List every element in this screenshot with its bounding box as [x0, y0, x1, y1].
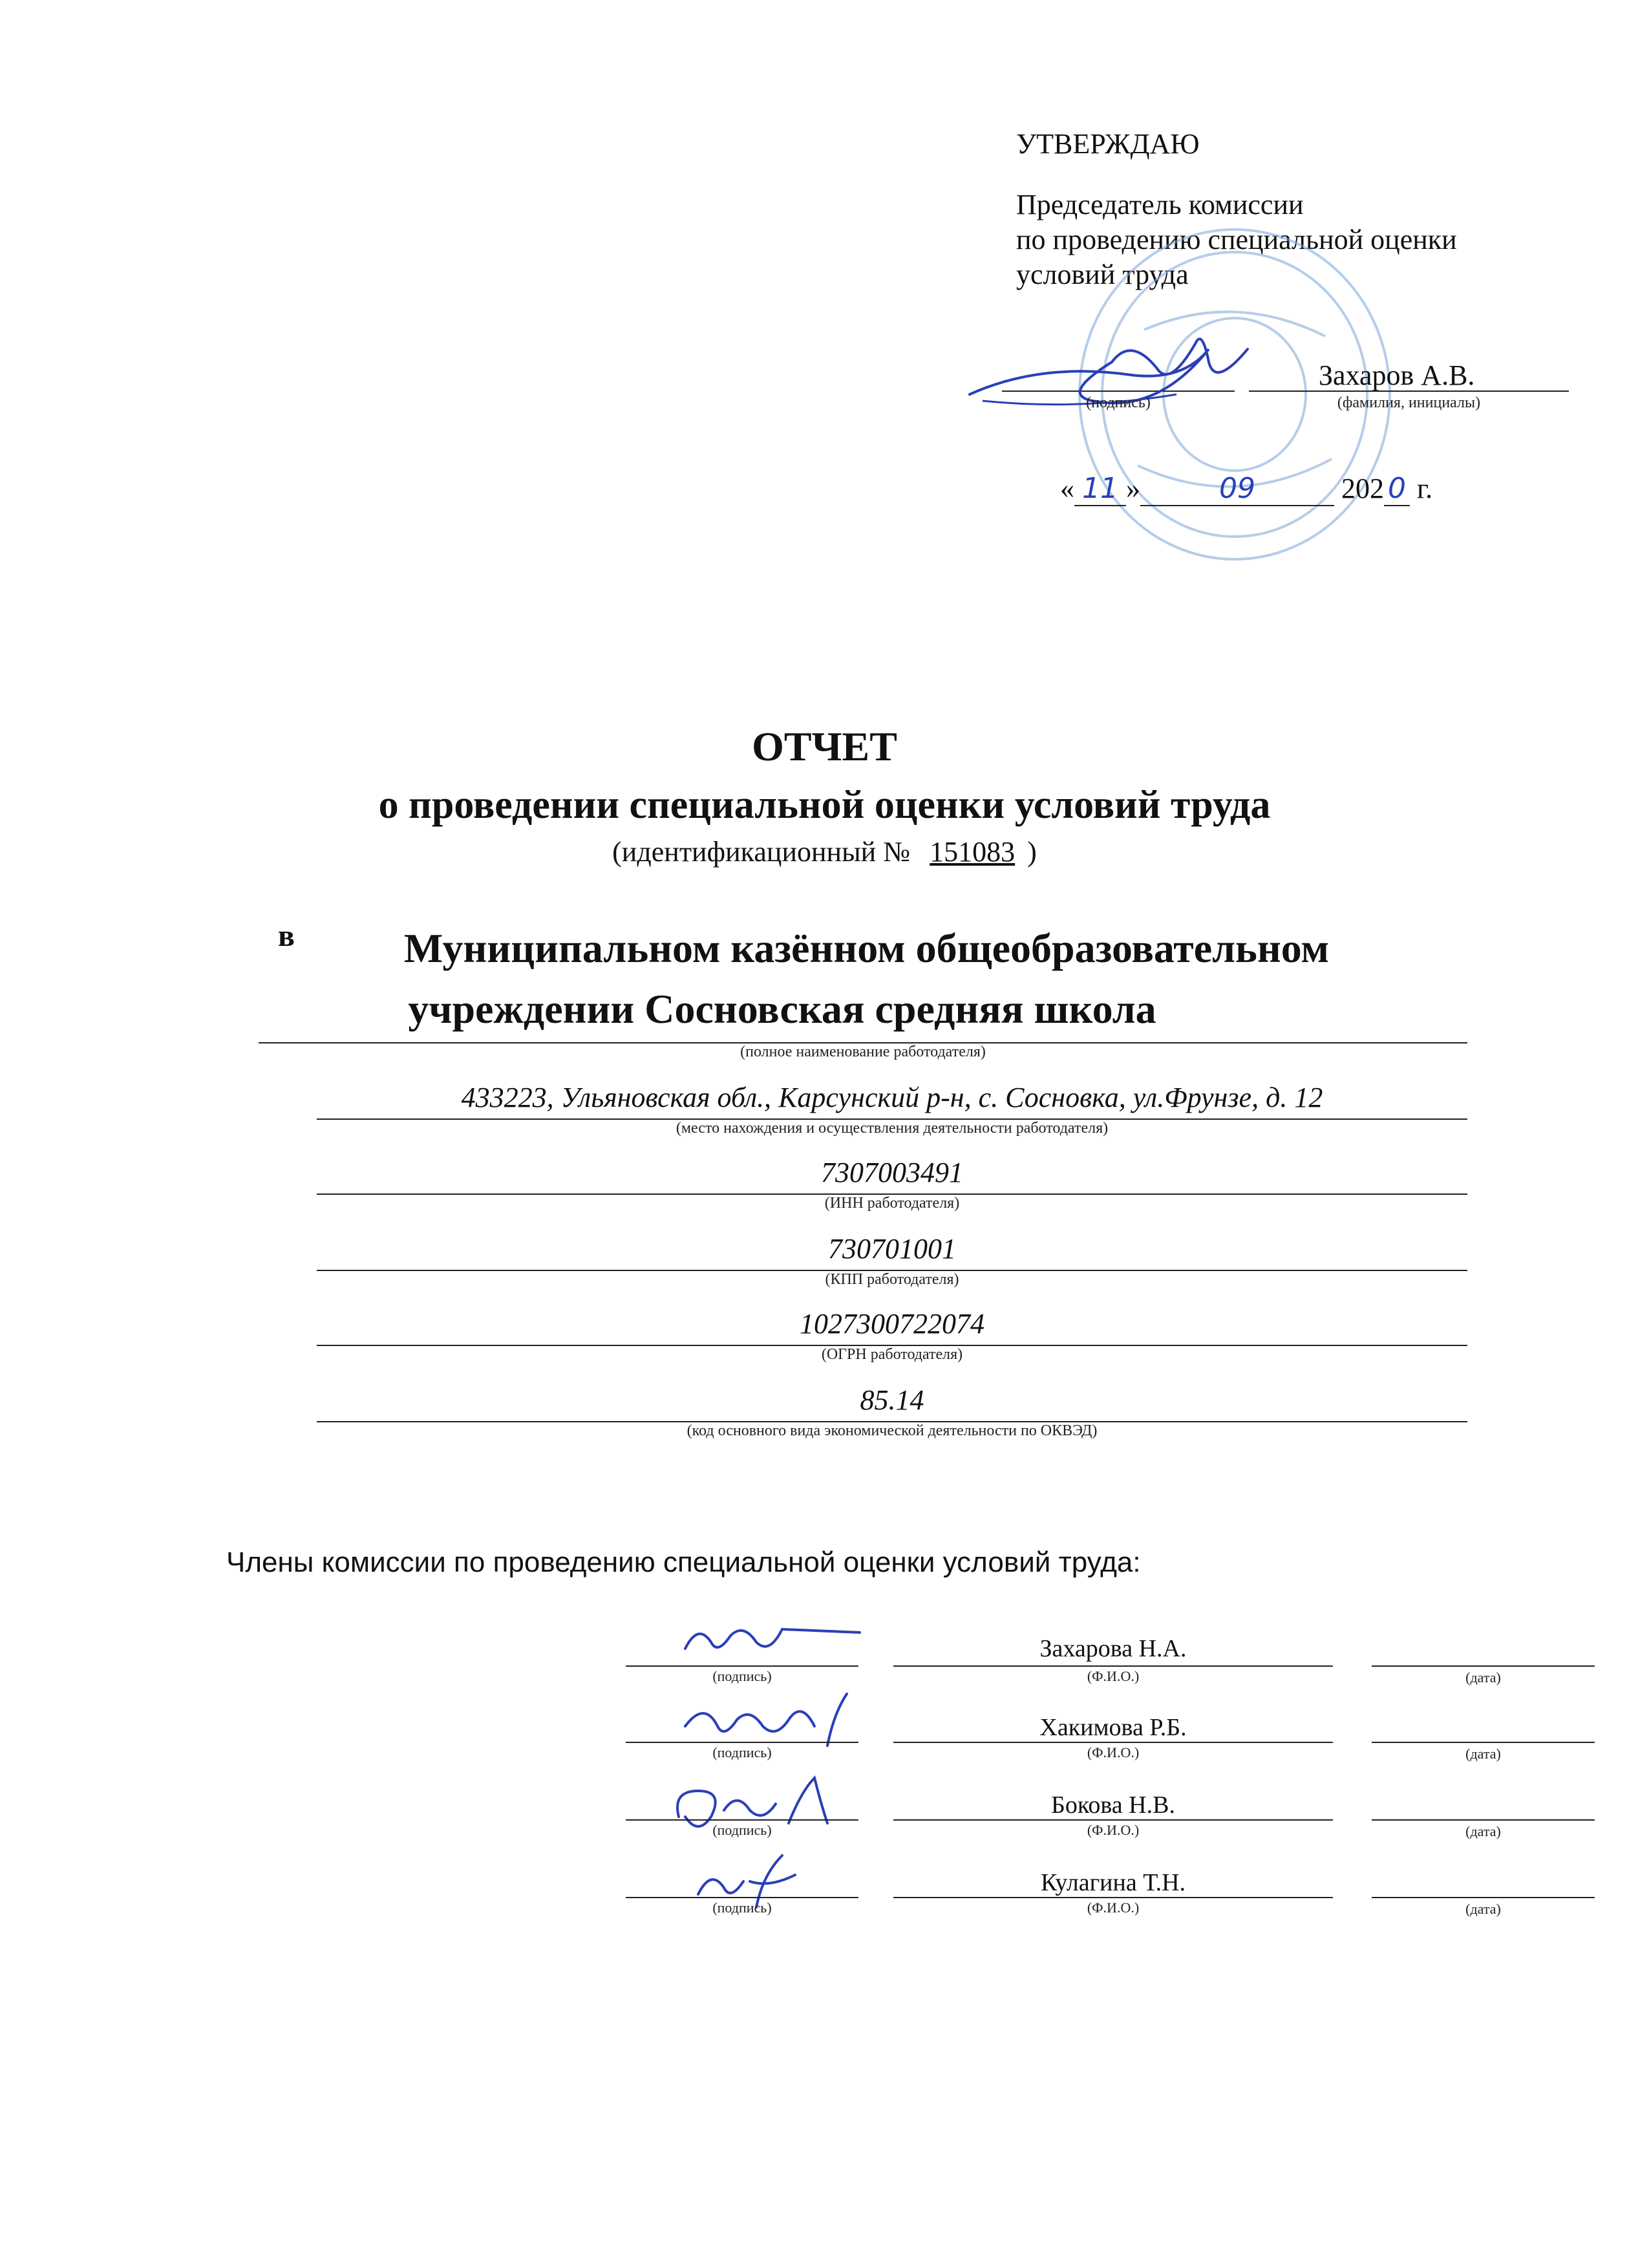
report-subtitle: о проведении специальной оценки условий труда	[378, 783, 1271, 827]
member-signature-caption: (подпись)	[712, 1899, 772, 1916]
employer-name-line2: учреждении Сосновская средняя школа	[408, 986, 1156, 1032]
member-name: Кулагина Т.Н.	[1040, 1869, 1186, 1896]
employer-address-caption: (место нахождения и осуществления деятельности работодателя)	[676, 1120, 1109, 1137]
date-day: 11	[1074, 472, 1126, 506]
member-signature-caption: (подпись)	[712, 1822, 772, 1838]
employer-inn-caption: (ИНН работодателя)	[824, 1195, 960, 1212]
member-date-caption: (дата)	[1465, 1901, 1501, 1917]
date-month: 09	[1140, 472, 1334, 506]
member-name-line	[893, 1742, 1333, 1743]
member-date-line	[1372, 1665, 1595, 1667]
employer-ogrn-caption: (ОГРН работодателя)	[821, 1346, 963, 1363]
member-signature-line	[626, 1742, 858, 1743]
employer-inn: 7307003491	[821, 1157, 963, 1188]
member-signature-caption: (подпись)	[712, 1744, 772, 1760]
date-open-quote: «	[1060, 473, 1074, 504]
employer-okved: 85.14	[860, 1384, 924, 1416]
member-date-caption: (дата)	[1465, 1746, 1501, 1762]
employer-address: 433223, Ульяновская обл., Карсунский р-н, с. Сосновка, ул.Фрунзе, д. 12	[461, 1082, 1323, 1113]
member-signature-line	[626, 1897, 858, 1898]
date-year-digit: 0	[1384, 472, 1410, 506]
member-signature-caption: (подпись)	[712, 1668, 772, 1684]
member-date-caption: (дата)	[1465, 1669, 1501, 1685]
member-fio-caption: (Ф.И.О.)	[1087, 1744, 1140, 1760]
chairman-name-caption: (фамилия, инициалы)	[1337, 394, 1481, 411]
member-signature-line	[626, 1665, 858, 1667]
date-year-suffix: г.	[1417, 473, 1433, 504]
employer-preposition: в	[278, 919, 295, 953]
member-fio-caption: (Ф.И.О.)	[1087, 1822, 1140, 1838]
member-name: Хакимова Р.Б.	[1039, 1714, 1187, 1741]
approval-role-line3: условий труда	[1016, 259, 1189, 290]
approval-date	[1060, 472, 1432, 506]
employer-name-line1: Муниципальном казённом общеобразовательном	[403, 925, 1330, 971]
member-name-line	[893, 1819, 1333, 1821]
date-close-quote: »	[1126, 473, 1140, 504]
employer-kpp-caption: (КПП работодателя)	[825, 1271, 959, 1288]
member-signature-line	[626, 1819, 858, 1821]
member-signature	[672, 1610, 866, 1668]
member-name: Захарова Н.А.	[1039, 1635, 1187, 1662]
identifier-suffix: )	[1027, 836, 1037, 868]
approval-heading: УТВЕРЖДАЮ	[1016, 128, 1200, 160]
date-year-prefix: 202	[1341, 473, 1384, 504]
member-fio-caption: (Ф.И.О.)	[1087, 1899, 1140, 1916]
member-date-line	[1372, 1742, 1595, 1743]
report-identifier	[0, 835, 1649, 868]
member-name-line	[893, 1897, 1333, 1898]
employer-name-caption: (полное наименование работодателя)	[740, 1043, 986, 1060]
member-date-line	[1372, 1897, 1595, 1898]
member-fio-caption: (Ф.И.О.)	[1087, 1668, 1140, 1684]
approval-role-line1: Председатель комиссии	[1016, 189, 1304, 220]
member-date-caption: (дата)	[1465, 1823, 1501, 1839]
approval-role-line2: по проведению специальной оценки	[1016, 224, 1457, 255]
employer-okved-caption: (код основного вида экономической деятельности по ОКВЭД)	[686, 1422, 1098, 1439]
chairman-signature-caption: (подпись)	[1086, 394, 1151, 411]
employer-kpp: 730701001	[828, 1233, 956, 1265]
identifier-number: 151083	[930, 836, 1016, 868]
employer-ogrn: 1027300722074	[800, 1308, 984, 1340]
member-name-line	[893, 1665, 1333, 1667]
member-name: Бокова Н.В.	[1051, 1792, 1175, 1819]
member-date-line	[1372, 1819, 1595, 1821]
commission-heading: Члены комиссии по проведению специальной оценки условий труда:	[226, 1546, 1141, 1578]
chairman-name: Захаров А.В.	[1319, 359, 1475, 391]
identifier-prefix: (идентификационный №	[612, 836, 911, 868]
report-title: ОТЧЕТ	[752, 723, 897, 769]
